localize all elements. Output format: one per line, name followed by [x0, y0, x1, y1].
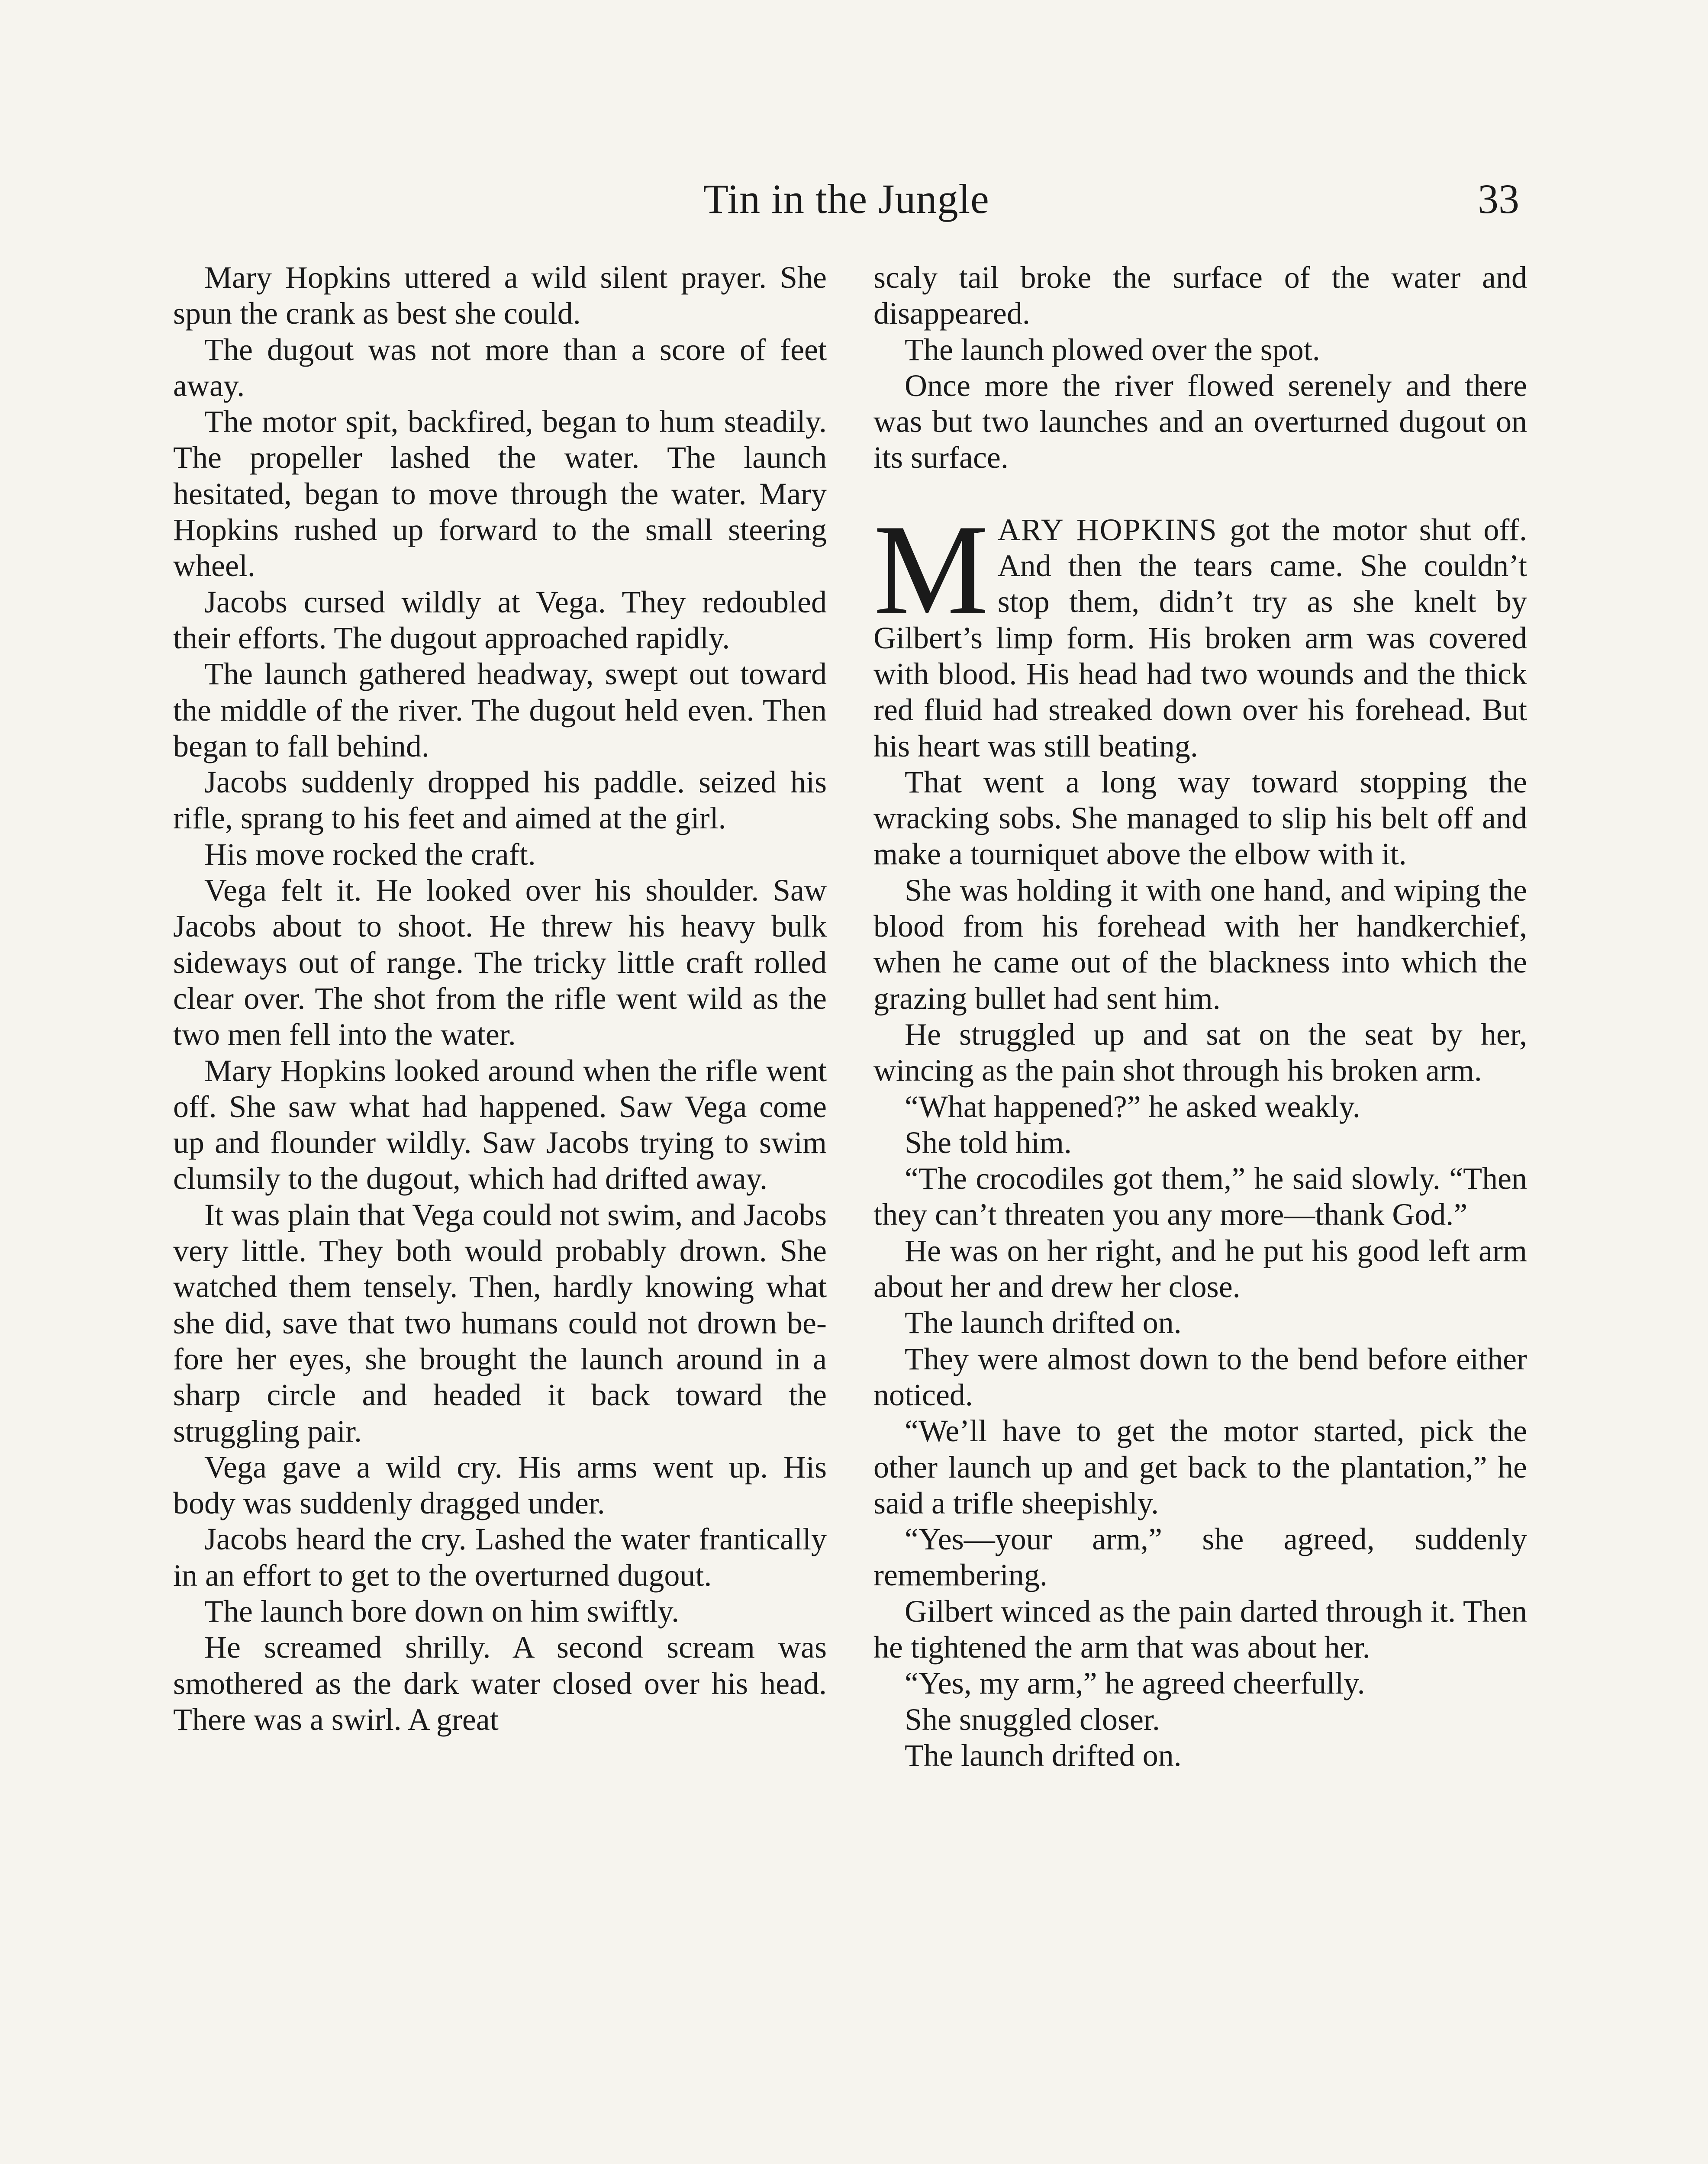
paragraph: He screamed shrilly. A second scream was smothered as the dark water closed over his head. There was a swirl. A great: [173, 1630, 827, 1737]
paragraph: They were almost down to the bend before either noticed.: [873, 1341, 1527, 1412]
running-head: [173, 171, 1519, 232]
paragraph: The launch drifted on.: [905, 1305, 1182, 1340]
paragraph: His move rocked the craft.: [204, 837, 536, 872]
section-opening-text: got the motor shut off. And then the tears came. She couldn’t stop them, didn’t try as she knelt by Gilbert’s limp form. His broken arm was covered with blood. His head had two wounds and the thick red fluid had streaked down over his forehead. But his heart was still beating.: [873, 512, 1527, 763]
page-number: 33: [1478, 176, 1519, 222]
paragraph: Vega felt it. He looked over his shoulder. Saw Jacobs about to shoot. He threw his heavy bulk sideways out of range. The tricky little craft rolled clear over. The shot from the rifle went wild as the two men fell into the water.: [173, 873, 827, 1052]
paragraph: Jacobs cursed wildly at Vega. They redoubled their efforts. The dugout approached rapidly.: [173, 584, 827, 655]
paragraph: She snuggled closer.: [905, 1702, 1160, 1737]
paragraph: The launch plowed over the spot.: [905, 332, 1320, 367]
paragraph: “The crocodiles got them,” he said slowly. “Then they can’t threaten you any more—thank God.”: [873, 1161, 1527, 1232]
paragraph: Mary Hopkins uttered a wild silent prayer. She spun the crank as best she could.: [173, 260, 827, 331]
paragraph: The launch gathered headway, swept out toward the middle of the river. The dugout held even. Then began to fall behind.: [173, 657, 827, 763]
paragraph: The dugout was not more than a score of feet away.: [173, 332, 827, 403]
drop-cap: M: [873, 497, 989, 641]
section-opening-paragraph: [873, 497, 1527, 764]
paragraph: He was on her right, and he put his good left arm about her and drew her close.: [873, 1233, 1527, 1304]
paragraph: She told him.: [905, 1125, 1072, 1160]
paragraph: Vega gave a wild cry. His arms went up. His body was suddenly dragged under.: [173, 1449, 827, 1521]
paragraph: Gilbert winced as the pain darted through it. Then he tightened the arm that was about her.: [873, 1594, 1527, 1665]
paragraph: The motor spit, backfired, began to hum steadily. The propeller lashed the water. The launch hesitated, began to move through the water. Mary Hopkins rushed up forward to the small steering wheel.: [173, 404, 827, 583]
paragraph: It was plain that Vega could not swim, and Jacobs very little. They both would probably drown. She watched them tensely. Then, hardly knowing what she did, save that two humans could not drown before her eyes, she brought the launch around in a sharp circle and headed it back toward the struggling pair.: [173, 1197, 827, 1449]
right-column: [873, 260, 1527, 1774]
paragraph: The launch drifted on.: [905, 1738, 1182, 1773]
small-caps-lead: ARY HOPKINS: [997, 512, 1218, 547]
paragraph: The launch bore down on him swiftly.: [204, 1594, 680, 1629]
paragraph: He struggled up and sat on the seat by her, wincing as the pain shot through his broken arm.: [873, 1017, 1527, 1088]
continuation-paragraph: scaly tail broke the surface of the water and disappeared.: [873, 260, 1527, 331]
paragraph: “What happened?” he asked weakly.: [905, 1089, 1360, 1124]
paragraph: Mary Hopkins looked around when the rifle went off. She saw what had happened. Saw Vega come up and flounder wildly. Saw Jacobs trying to swim clumsily to the dugout, which had drifted away.: [173, 1053, 827, 1196]
paragraph: Jacobs heard the cry. Lashed the water frantically in an effort to get to the overturned dugout.: [173, 1522, 827, 1593]
left-column: [173, 260, 827, 1738]
paragraph: She was holding it with one hand, and wiping the blood from his forehead with her handkerchief, when he came out of the blackness into which the grazing bullet had sent him.: [873, 873, 1527, 1016]
paragraph: “Yes—your arm,” she agreed, suddenly remembering.: [873, 1522, 1527, 1593]
running-title: Tin in the Jungle: [703, 176, 989, 222]
paragraph: Jacobs suddenly dropped his paddle. seized his rifle, sprang to his feet and aimed at the girl.: [173, 765, 827, 836]
paragraph: “We’ll have to get the motor started, pick the other launch up and get back to the plantation,” he said a trifle sheepishly.: [873, 1414, 1527, 1520]
paragraph: Once more the river flowed serenely and there was but two launches and an overturned dugout on its surface.: [873, 368, 1527, 475]
paragraph: “Yes, my arm,” he agreed cheerfully.: [905, 1666, 1365, 1701]
paragraph: That went a long way toward stopping the wracking sobs. She managed to slip his belt off and make a tourniquet above the elbow with it.: [873, 764, 1527, 872]
